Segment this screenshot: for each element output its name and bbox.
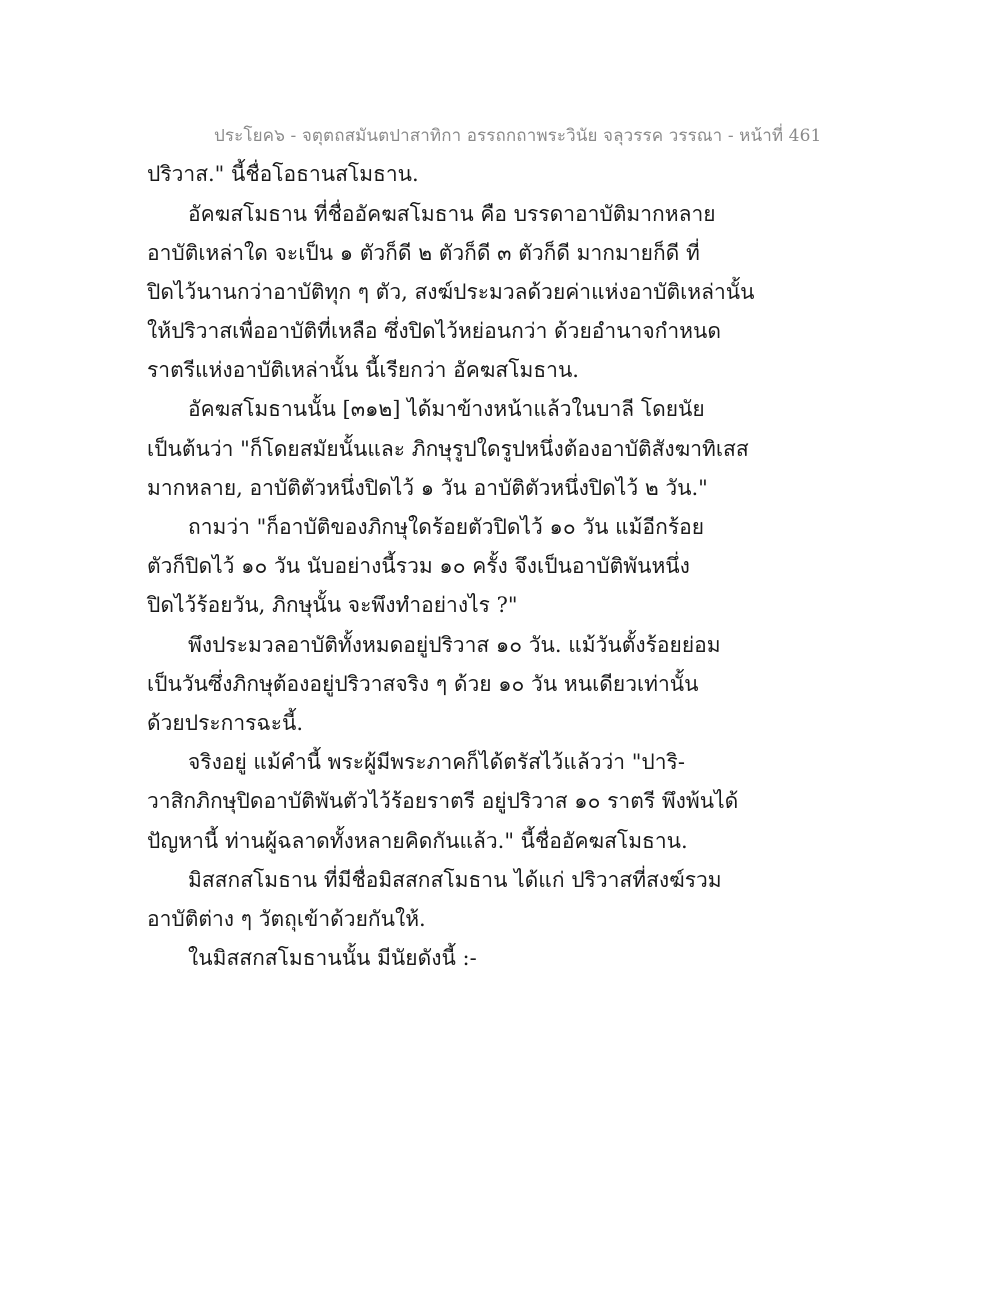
running-header: ประโยค๖ - จตุตถสมันตปาสาทิกา อรรถกถาพระวินัย จลุวรรค วรรณา - หน้าที่ 461 [214,126,822,146]
text-line: ปิดไว้ร้อยวัน, ภิกษุนั้น จะพึงทำอย่างไร ?" [147,593,518,617]
text-line: ปริวาส." นี้ชื่อโอธานสโมธาน. [147,162,419,186]
text-line: วาสิกภิกษุปิดอาบัติพันตัวไว้ร้อยราตรี อยู่ปริวาส ๑๐ ราตรี พึงพ้นได้ [147,789,739,813]
text-line: ตัวก็ปิดไว้ ๑๐ วัน นับอย่างนี้รวม ๑๐ ครั้ง จึงเป็นอาบัติพันหนึ่ง [147,554,690,578]
text-line: มิสสกสโมธาน ที่มีชื่อมิสสกสโมธาน ได้แก่ ปริวาสที่สงฆ์รวม [188,868,722,892]
text-line: ราตรีแห่งอาบัติเหล่านั้น นี้เรียกว่า อัคฆสโมธาน. [147,358,579,382]
text-line: ปัญหานี้ ท่านผู้ฉลาดทั้งหลายคิดกันแล้ว." นี้ชื่ออัคฆสโมธาน. [147,829,688,853]
text-line: อาบัติต่าง ๆ วัตถุเข้าด้วยกันให้. [147,907,426,931]
text-line: อัคฆสโมธาน ที่ชื่ออัคฆสโมธาน คือ บรรดาอาบัติมากหลาย [188,202,716,226]
text-line: ปิดไว้นานกว่าอาบัติทุก ๆ ตัว, สงฆ์ประมวลด้วยค่าแห่งอาบัติเหล่านั้น [147,280,755,304]
text-line: เป็นวันซึ่งภิกษุต้องอยู่ปริวาสจริง ๆ ด้วย ๑๐ วัน หนเดียวเท่านั้น [147,672,699,696]
text-line: อาบัติเหล่าใด จะเป็น ๑ ตัวก็ดี ๒ ตัวก็ดี ๓ ตัวก็ดี มากมายก็ดี ที่ [147,241,700,265]
text-line: ด้วยประการฉะนี้. [147,711,304,735]
text-line: อัคฆสโมธานนั้น [๓๑๒] ได้มาข้างหน้าแล้วในบาลี โดยนัย [188,397,705,421]
text-line: พึงประมวลอาบัติทั้งหมดอยู่ปริวาส ๑๐ วัน. แม้วันตั้งร้อยย่อม [188,633,721,657]
text-line: ในมิสสกสโมธานนั้น มีนัยดังนี้ :- [188,946,477,970]
text-line: มากหลาย, อาบัติตัวหนึ่งปิดไว้ ๑ วัน อาบัติตัวหนึ่งปิดไว้ ๒ วัน." [147,476,708,500]
text-line: ถามว่า "ก็อาบัติของภิกษุใดร้อยตัวปิดไว้ ๑๐ วัน แม้อีกร้อย [188,515,705,539]
text-line: ให้ปริวาสเพื่ออาบัติที่เหลือ ซึ่งปิดไว้หย่อนกว่า ด้วยอำนาจกำหนด [147,319,721,343]
text-line: จริงอยู่ แม้คำนี้ พระผู้มีพระภาคก็ได้ตรัสไว้แล้วว่า "ปาริ- [188,750,685,774]
text-line: เป็นต้นว่า "ก็โดยสมัยนั้นและ ภิกษุรูปใดรูปหนึ่งต้องอาบัติสังฆาทิเสส [147,437,749,461]
